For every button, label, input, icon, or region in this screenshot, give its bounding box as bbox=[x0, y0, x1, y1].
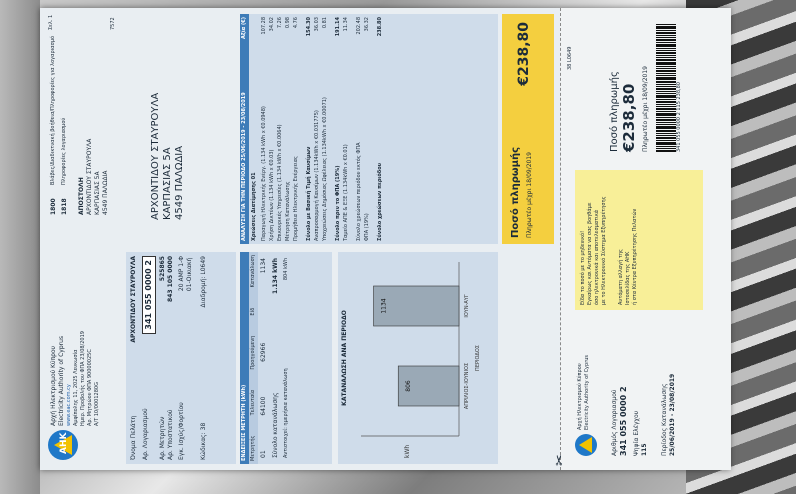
total-box bbox=[502, 14, 554, 244]
chart-bar-label: ΙΟΥΝ-ΑΥΓ bbox=[464, 294, 470, 318]
company-logo: ΑΗΚ bbox=[48, 430, 78, 460]
stub-period: 25/06/2019 - 23/08/2019 bbox=[669, 373, 676, 456]
analysis-line-label: Σύνολο χρεώσεων περιόδου bbox=[377, 162, 383, 241]
delivery-city: 4549 ΠΑΛΩΔΙΑ bbox=[174, 145, 185, 220]
code-label: Κώδικας bbox=[200, 434, 207, 460]
recipient-name: ΑΡΧΟΝΤΙΔΟΥ ΣΤΑΥΡΟΥΛΑ bbox=[86, 138, 93, 215]
analysis-amount-header: Αξία (€) bbox=[241, 17, 247, 39]
note-line-7: ή στα Κέντρα Εξυπηρέτησης Πελατών bbox=[632, 208, 638, 305]
stub-cust-number: 115 bbox=[641, 443, 648, 456]
analysis-line bbox=[269, 17, 276, 241]
analysis-line-value: 36.03 bbox=[314, 17, 320, 32]
chart-bar-label: ΑΠΡΙΛΙΟΣ-ΙΟΥΝΙΟΣ bbox=[464, 362, 470, 410]
meter-total-label: Σύνολο κατανάλωσης bbox=[272, 392, 279, 458]
analysis-line-label: Επικουρικές Υπηρεσίες (1.134 kWh x €0.0064) bbox=[277, 124, 283, 241]
analysis-panel bbox=[240, 14, 498, 244]
barcode-text: 341 055 0000 2 115 238,80 bbox=[676, 82, 682, 152]
meter-total-value: 1.134 kWh bbox=[272, 258, 279, 294]
tariff-note: 01-Οικιακή bbox=[186, 257, 193, 292]
note-line-5: Αυτόματη αλλαγή της bbox=[618, 249, 624, 305]
barcode bbox=[656, 12, 676, 152]
meter-header-1: Τελευταία bbox=[250, 389, 256, 416]
stub-company-en: Electricity Authority of Cyprus bbox=[584, 354, 590, 430]
meter-header-4: Κατανάλωση bbox=[250, 255, 256, 288]
phone-1: 1800 bbox=[50, 198, 57, 215]
phone-2: 1818 bbox=[61, 198, 68, 215]
analysis-subtitle: Χρεώσεις Διατίμησης 01 bbox=[251, 172, 257, 241]
acc-label: Αρ. Λογαριασμού bbox=[142, 408, 149, 460]
analysis-line-value: 11.34 bbox=[343, 17, 349, 32]
analysis-line-value: 107.28 bbox=[261, 17, 267, 35]
analysis-line-value: 0.81 bbox=[322, 17, 328, 29]
note-line-3: όσο ηλεκτρονικά και αποτελεσματικά bbox=[594, 209, 600, 305]
chart-bar-value: 806 bbox=[405, 380, 413, 392]
meter-header-2: Προηγούμενη bbox=[250, 335, 256, 370]
analysis-title: ΑΝΑΛΥΣΗ ΓΙΑ ΤΗΝ ΠΕΡΙΟΔΟ 25/06/2019 - 23/08/2019 bbox=[241, 92, 247, 241]
analysis-line-label: Σύνολο με Βασική Τιμή Καυσίμων bbox=[306, 146, 312, 241]
analysis-line-label: Υποχρεώσεις Δημόσιας Ωφέλειας (1.134kWh x €0.00071) bbox=[322, 97, 328, 241]
delivery-name: ΑΡΧΟΝΤΙΔΟΥ ΣΤΑΥΡΟΥΛΑ bbox=[150, 92, 161, 220]
analysis-line-value: 4.76 bbox=[293, 17, 299, 29]
due-date: 18/09/2019 bbox=[526, 151, 533, 187]
delivery-street: ΚΑΡΠΑΣΙΑΣ 5Α bbox=[162, 147, 173, 220]
tariff-value: 20 AMP 1-Φ bbox=[178, 256, 185, 292]
note-line-2: Εγκαίρως και Αυτόματα να σας βοηθάμε bbox=[587, 202, 593, 305]
stub-code: 38 L0649 bbox=[567, 46, 573, 70]
account-panel: Όνομα Πελάτη ΑΡΧΟΝΤΙΔΟΥ ΣΤΑΥΡΟΥΛΑ Αρ. Λογαριασμού 341 055 0000 2 Αρ. Μετρητών 525865 Αρ. Υποστατικού 843 105 0000 Εγκ. Ισχύς/Φορτίου 20 AMP 1-Φ 01-Οικιακή Κώδικας: 38 Διαδρομή: L0649 bbox=[126, 252, 236, 464]
bill-main bbox=[40, 8, 560, 470]
analysis-line bbox=[314, 17, 321, 241]
phone-2-label: Πληροφορίες λογαριασμού bbox=[61, 117, 67, 185]
premise-label: Αρ. Υποστατικού bbox=[167, 409, 174, 460]
analysis-line bbox=[343, 17, 350, 241]
meter-avg-value: 804 kWh bbox=[283, 258, 289, 281]
meter-number: 525865 bbox=[159, 256, 166, 282]
analysis-line bbox=[364, 17, 371, 241]
chart-footnote: ΠΕΡΙΟΔΟΣ bbox=[475, 345, 481, 371]
recipient-street: ΚΑΡΠΑΣΙΑΣ 5Α bbox=[94, 171, 101, 215]
analysis-line-value: 191.14 bbox=[335, 17, 341, 37]
recipient-code: 7572 bbox=[110, 17, 116, 30]
analysis-line-label: Μέτρηση Κατανάλωσης bbox=[285, 181, 291, 241]
meter-table-title: ΕΝΔΕΙΞΕΙΣ ΜΕΤΡΗΤΗ (kWh) bbox=[240, 252, 249, 464]
company-address: Αμφίπολης 11, 2025 Λευκωσία bbox=[73, 349, 79, 426]
analysis-line-value: 34.02 bbox=[269, 17, 275, 32]
analysis-line-label: Σύνολο πριν το ΦΠΑ (19%) bbox=[335, 165, 341, 241]
recipient-city: 4549 ΠΑΛΩΔΙΑ bbox=[102, 170, 109, 215]
company-name-gr: Αρχή Ηλεκτρισμού Κύπρου bbox=[50, 345, 57, 426]
meter-header-3: Είδ bbox=[250, 307, 256, 316]
note-line-6: Ιστοσελίδας της ΑΗΚ bbox=[625, 251, 631, 305]
due-label: Πληρωτέο μέχρι bbox=[526, 188, 533, 238]
stub-acc-label: Αριθμός Λογαριασμού bbox=[611, 389, 618, 456]
owner-label: Όνομα Πελάτη bbox=[130, 415, 137, 460]
analysis-line bbox=[285, 17, 292, 241]
chart-title: ΚΑΤΑΝΑΛΩΣΗ ΑΝΑ ΠΕΡΙΟΔΟ bbox=[341, 310, 348, 406]
analysis-line-label: Σύνολο χρεώσεων περιόδου εκτός ΦΠΑ bbox=[356, 142, 362, 241]
analysis-line-value: 154.30 bbox=[306, 17, 312, 37]
meter-header-0: Μετρητής bbox=[250, 435, 256, 461]
scissors-icon: ✂ bbox=[552, 454, 568, 466]
stub-cust-label: Ψηφία Ελέγχου bbox=[633, 410, 640, 456]
route-label: Διαδρομή bbox=[200, 278, 207, 308]
analysis-line bbox=[293, 17, 300, 241]
meter-label: Αρ. Μετρητών bbox=[159, 416, 166, 460]
analysis-line-label: Αναπροσαρμογή Καυσίμων (1.134kWh x €0.031775) bbox=[314, 110, 320, 241]
analysis-line-label: ΦΠΑ (19%) bbox=[364, 213, 370, 241]
analysis-line bbox=[356, 17, 363, 241]
meter-avg-label: Αντιστοιχεί: ημερήσια κατανάλωση bbox=[283, 368, 289, 458]
note-line-4: με το Ηλεκτρονικό Σύστημα Εξυπηρέτησης bbox=[601, 196, 607, 305]
meter-table bbox=[240, 252, 332, 464]
stub-note bbox=[575, 170, 703, 310]
stub-due: Πληρωτέο μέχρι 18/09/2019 bbox=[642, 66, 649, 152]
analysis-line-value: 238.80 bbox=[377, 17, 383, 37]
analysis-line-label: Χρήση Δικτύων (1.134 kWh x €0.03) bbox=[269, 149, 275, 241]
stub-period-label: Περίοδος Κατανάλωσης bbox=[661, 383, 668, 456]
analysis-line-value: 0.98 bbox=[285, 17, 291, 29]
consumption-chart bbox=[338, 252, 498, 464]
stub-pay-label: Ποσό πληρωμής bbox=[609, 71, 620, 152]
stub-acc-number: 341 055 0000 2 bbox=[619, 386, 628, 456]
company-line-3: Α/Τ 10/0001280G bbox=[94, 382, 100, 426]
meter-row: 01 64100 62966 1134 bbox=[260, 258, 267, 458]
stub-logo bbox=[575, 434, 597, 456]
analysis-line bbox=[306, 17, 313, 241]
company-line-1: Ημερ. Προβολής του ΦΠΑ 23/08/2019 bbox=[80, 331, 86, 426]
total-label: Ποσό πληρωμής bbox=[510, 147, 521, 238]
stub-company-gr: Αρχή Ηλεκτρισμού Κύπρου bbox=[577, 363, 583, 430]
owner-name: ΑΡΧΟΝΤΙΔΟΥ ΣΤΑΥΡΟΥΛΑ bbox=[130, 256, 137, 343]
recipient-label: ΑΠΟΣΤΟΛΗ bbox=[78, 177, 85, 215]
chart-ylabel: kWh bbox=[404, 444, 411, 458]
note-line-1: Είδα το ποσό με το μηδενικό! bbox=[580, 230, 586, 305]
analysis-line bbox=[335, 17, 342, 241]
company-name-en: Electricity Authority of Cyprus bbox=[58, 335, 65, 426]
total-amount: €238,80 bbox=[516, 22, 532, 86]
page-number: Σελ. 1 bbox=[48, 14, 54, 30]
analysis-line-label: Παραγωγή Ηλεκτρικής Ενέργ. (1.134 kWh x €0.0948) bbox=[261, 106, 267, 241]
analysis-line-value: 36.32 bbox=[364, 17, 370, 32]
electricity-bill bbox=[40, 8, 730, 470]
stub-pay-value: €238,80 bbox=[620, 83, 638, 152]
chart-bar-value: 1134 bbox=[380, 298, 388, 314]
phone-1-label: Βλάβες/Διαδικτυακή βοήθεια/Πληροφορίες για λογαριασμό bbox=[50, 35, 56, 185]
analysis-line bbox=[322, 17, 329, 241]
company-web: www.eac.com.cy bbox=[66, 384, 72, 426]
analysis-line bbox=[377, 17, 384, 241]
analysis-line-value: 7.26 bbox=[277, 17, 283, 29]
company-line-2: Αρ. Μητρώου ΦΠΑ 90000025C bbox=[87, 349, 93, 426]
analysis-line-value: 202.48 bbox=[356, 17, 362, 35]
route-value: L0649 bbox=[200, 256, 207, 275]
payment-stub bbox=[552, 8, 731, 470]
analysis-line-label: Προμήθεια Ηλεκτρικής Ενέργειας bbox=[293, 156, 299, 241]
analysis-line-label: Ταμείο ΑΠΕ & ΕΞΕ (1.134kWh x €0.01) bbox=[343, 144, 349, 241]
chart-svg bbox=[349, 252, 489, 464]
premise-number: 843 105 0000 bbox=[167, 256, 174, 302]
tariff-label: Εγκ. Ισχύς/Φορτίου bbox=[178, 402, 185, 460]
background-left bbox=[0, 0, 40, 494]
analysis-line bbox=[277, 17, 284, 241]
code-value: 38 bbox=[200, 422, 207, 431]
account-number: 341 055 0000 2 bbox=[142, 256, 156, 334]
analysis-line bbox=[261, 17, 268, 241]
